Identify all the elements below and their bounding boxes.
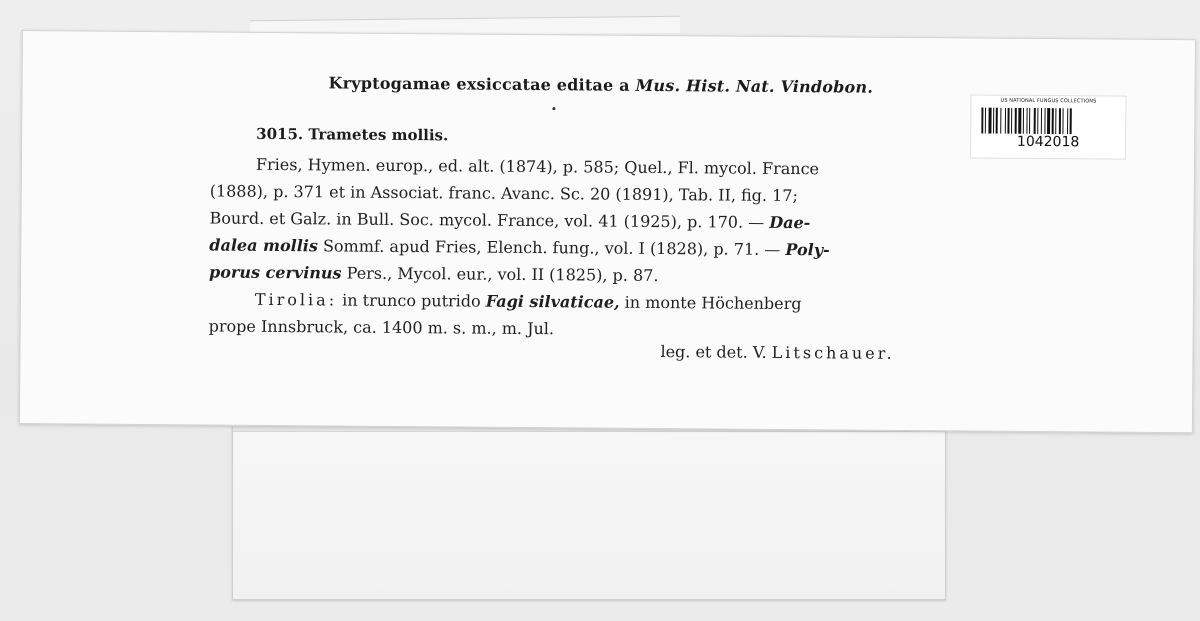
barcode-institution: US NATIONAL FUNGUS COLLECTIONS (1000, 97, 1097, 105)
reference-text: Fries, Hymen. europ., ed. alt. (1874), p. 585; Quel., Fl. mycol. France (255, 154, 820, 179)
barcode-icon (981, 108, 1115, 135)
locality-segment: Tirolia: (254, 289, 338, 310)
locality-segment: prope Innsbruck, ca. 1400 m. s. m., m. Jul. (208, 316, 555, 339)
reference-text: Bourd. et Galz. in Bull. Soc. mycol. France, vol. 41 (1925), p. 170. — (209, 208, 770, 232)
locality-line (209, 312, 999, 345)
reference-text: Pers., Mycol. eur., vol. II (1825), p. 87. (341, 263, 659, 286)
collector-prefix: leg. et det. V. (660, 342, 772, 362)
locality-segment: in trunco putrido (337, 290, 486, 311)
host-name: Fagi silvaticae, (485, 291, 620, 312)
collector-name: Litschauer. (771, 342, 895, 363)
references-text (209, 150, 1000, 291)
references-block (209, 150, 1000, 345)
barcode-number: 1042018 (1016, 133, 1080, 151)
taxon-name: Poly- (785, 240, 830, 260)
series-title-museum: Mus. Hist. Nat. Vindobon. (635, 75, 874, 97)
collector-line (660, 342, 894, 363)
taxon-name: Dae- (769, 212, 811, 233)
species-heading: 3015. Trametes mollis. (256, 124, 449, 145)
reference-text: (1888), p. 371 et in Associat. franc. Avanc. Sc. 20 (1891), Tab. II, fig. 17; (209, 181, 798, 206)
specimen-packet (232, 412, 946, 600)
series-title-text: Kryptogamae exsiccatae editae a (328, 73, 636, 95)
locality-text (209, 285, 999, 345)
reference-text: Sommf. apud Fries, Elench. fung., vol. I (1828), p. 71. — (317, 236, 786, 260)
barcode-sticker (970, 94, 1126, 159)
exsiccatae-label (19, 30, 1196, 433)
series-title (329, 73, 874, 96)
locality-segment: in monte Höchenberg (619, 292, 802, 314)
taxon-name: dalea mollis (209, 235, 318, 256)
ink-dot (552, 107, 555, 110)
taxon-name: porus cervinus (209, 262, 342, 283)
